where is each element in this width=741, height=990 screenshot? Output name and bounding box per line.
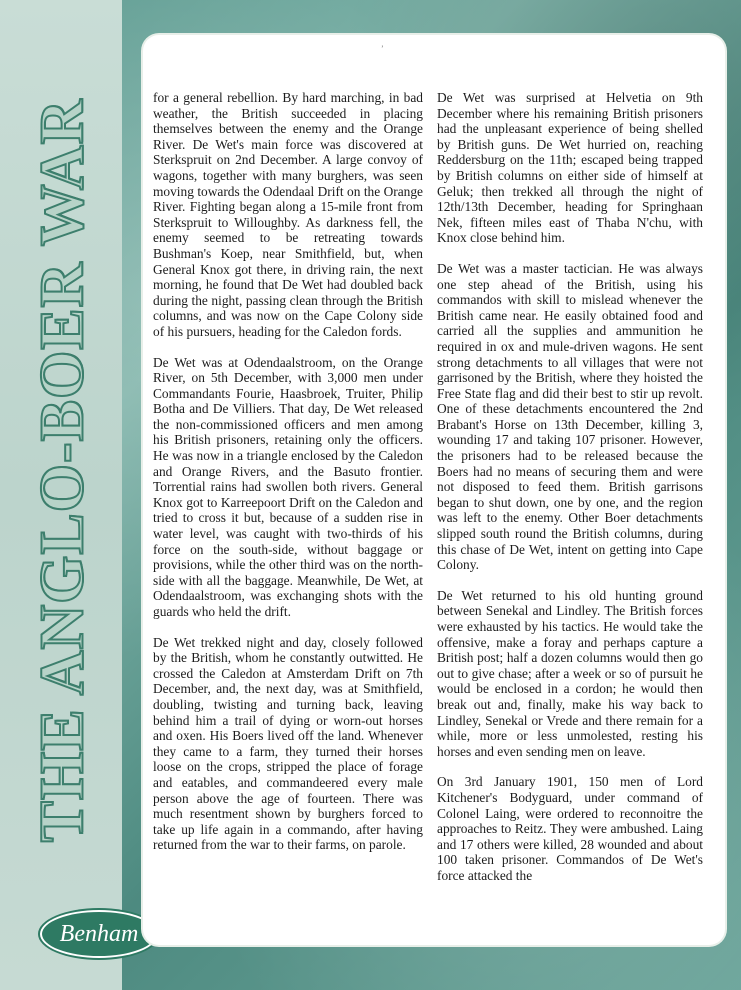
article-panel xyxy=(143,35,725,945)
sidebar-title: THE ANGLO-BOER WAR xyxy=(28,98,97,842)
page-speck: ’ xyxy=(381,44,384,53)
paragraph: On 3rd January 1901, 150 men of Lord Kitchener's Bodyguard, under command of Colonel Laing, were ordered to reconnoitre the approaches to Reitz. They were ambushed. Laing and 17 others were killed, 28 wounded and about 100 taken prisoner. Commandos of De Wet's force attacked the xyxy=(437,774,703,883)
benham-logo: Benham xyxy=(40,910,158,958)
paragraph: De Wet returned to his old hunting ground between Senekal and Lindley. The British forces were exhausted by his tactics. He would take the offensive, make a foray and perhaps capture a British post; half a dozen columns would then go out to give chase; after a week or so of pursuit he would be enclosed in a cordon; he would then break out and, finally, make his way back to Lindley, Senekal or Vrede and there remain for a while, more or less unmolested, resting his horses and even sending men on leave. xyxy=(437,587,703,759)
paragraph: De Wet trekked night and day, closely followed by the British, whom he constantly outwitted. He crossed the Caledon at Amsterdam Drift on 7th December, and, the next day, was at Smithfield, doubling, twisting and turning back, leaving behind him a trail of dying or worn-out horses and oxen. His Boers lived off the land. Whenever they came to a farm, they turned their horses loose on the crops, stripped the place of forage and eatables, and commandeered every male person above the age of fourteen. There was much resentment shown by burghers forced to take up life again in a commando, after having returned from the war to their farms, on parole. xyxy=(153,634,423,853)
article-column-left xyxy=(153,90,423,868)
paragraph: De Wet was surprised at Helvetia on 9th December where his remaining British prisoners had the unpleasant experience of being shelled by British guns. De Wet hurried on, reaching Reddersburg on the 11th; escaped being trapped by British columns on either side of himself at Geluk; then trekked all through the night of 12th/13th December, heading for Springhaan Nek, fifteen miles east of Thaba N'chu, with Knox close behind him. xyxy=(437,90,703,246)
paragraph: De Wet was a master tactician. He was always one step ahead of the British, using his commandos with skill to mislead whenever the British came near. He easily obtained food and carried all the supplies and ammunition he required in ox and mule-driven wagons. He sent strong detachments to all villages that were not garrisoned by the British, where they hoisted the Free State flag and did their best to stir up revolt. One of these detachments encountered the 2nd Brabant's Horse on 13th December, killing 3, wounding 17 and taking 107 prisoner. However, the prisoners had to be released because the Boers had no means of securing them and were not disposed to feed them. British garrisons began to shut down, one by one, and the region was left to the enemy. Other Boer detachments slipped south round the British columns, during this chase of De Wet, intent on getting into Cape Colony. xyxy=(437,260,703,573)
vertical-title-container xyxy=(8,30,118,910)
paragraph: for a general rebellion. By hard marching, in bad weather, the British succeeded in placing themselves between the enemy and the Orange River. De Wet's main force was discovered at Sterkspruit on 2nd December. A large convoy of wagons, together with many burghers, was seen moving towards the Odendaal Drift on the Orange River. Fighting began along a 15-mile front from Sterkspruit to Willoughby. As darkness fell, the enemy seemed to be retreating towards Bushman's Koep, near Smithfield, but, when General Knox got there, in driving rain, the next morning, he found that De Wet had doubled back during the night, passing clean through the British columns, and was now on the Cape Colony side of his pursuers, heading for the Caledon fords. xyxy=(153,90,423,339)
paragraph: De Wet was at Odendaalstroom, on the Orange River, on 5th December, with 3,000 men under Commandants Fourie, Haasbroek, Truiter, Philip Botha and De Villiers. That day, De Wet released the non-commissioned officers and men among his British prisoners, retaining only the officers. He was now in a triangle enclosed by the Caledon and Orange Rivers, and the Basuto frontier. Torrential rains had swollen both rivers. General Knox got to Karreepoort Drift on the Caledon and tried to cross it but, because of a sudden rise in water level, was caught with two-thirds of his force on the south-side, without baggage or provisions, while the other third was on the north-side with all the baggage. Meanwhile, De Wet, at Odendaalstroom, was exchanging shots with the guards who held the drift. xyxy=(153,354,423,619)
article-column-right xyxy=(437,90,703,899)
